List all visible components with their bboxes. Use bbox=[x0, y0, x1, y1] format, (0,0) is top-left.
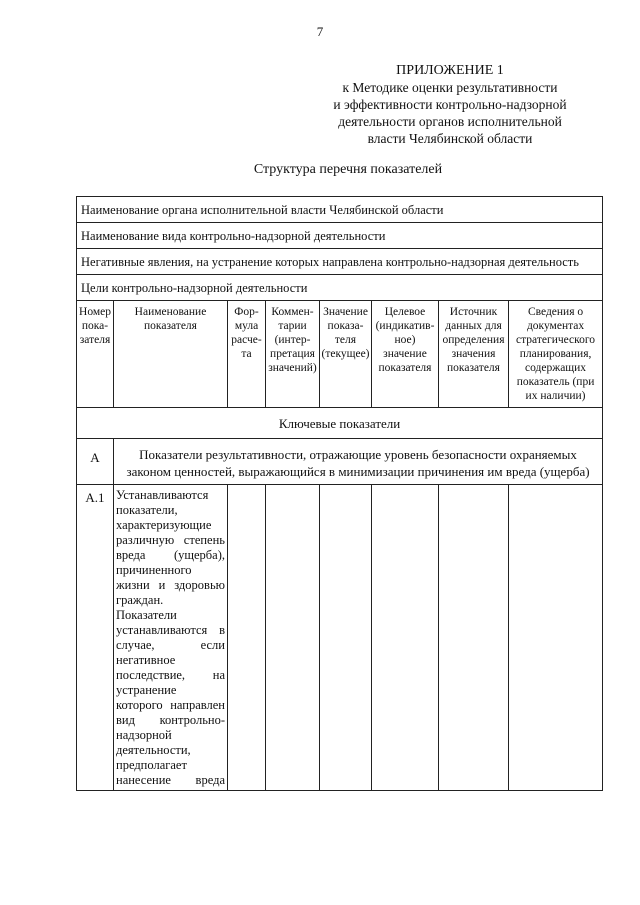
appendix-line: власти Челябинской области bbox=[367, 131, 533, 146]
item-line: Показатели bbox=[116, 608, 177, 622]
item-line: устранение bbox=[116, 683, 177, 697]
appendix-line: и эффективности контрольно-надзорной bbox=[333, 97, 567, 112]
col-header-target: Целевое (индикатив- ное) значение показателя bbox=[372, 301, 439, 408]
key-indicators-row bbox=[77, 408, 603, 439]
item-line: деятельности, bbox=[116, 743, 191, 757]
item-line: нанесение вреда bbox=[116, 773, 225, 787]
item-line: последствие, на bbox=[116, 668, 225, 682]
appendix-title: ПРИЛОЖЕНИЕ 1 bbox=[396, 63, 504, 78]
item-line: различную степень bbox=[116, 533, 225, 547]
item-line: вреда (ущерба), bbox=[116, 548, 225, 562]
item-description bbox=[114, 485, 228, 791]
item-line: показатели, bbox=[116, 503, 178, 517]
goals-cell: Цели контрольно-надзорной деятельности bbox=[77, 275, 603, 301]
item-line: характеризующие bbox=[116, 518, 212, 532]
column-header-row bbox=[77, 301, 603, 408]
item-line: Устанавливаются bbox=[116, 488, 209, 502]
item-line: предполагает bbox=[116, 758, 187, 772]
item-value-cell bbox=[320, 485, 372, 791]
section-code: А bbox=[77, 439, 114, 485]
item-formula-cell bbox=[228, 485, 266, 791]
item-code: А.1 bbox=[77, 485, 114, 791]
activity-type-row bbox=[77, 223, 603, 249]
item-line: которого направлен bbox=[116, 698, 225, 712]
item-row bbox=[77, 485, 603, 791]
col-header-source: Источник данных для определения значения показателя bbox=[439, 301, 509, 408]
item-line: причиненного bbox=[116, 563, 192, 577]
appendix-line: деятельности органов исполнительной bbox=[338, 114, 562, 129]
item-target-cell bbox=[372, 485, 439, 791]
page-number: 7 bbox=[316, 24, 324, 39]
organ-row bbox=[77, 197, 603, 223]
organ-cell: Наименование органа исполнительной власти Челябинской области bbox=[77, 197, 603, 223]
key-indicators-cell: Ключевые показатели bbox=[77, 408, 603, 439]
item-line: случае, если bbox=[116, 638, 225, 652]
appendix-block bbox=[300, 62, 600, 147]
activity-type-cell: Наименование вида контрольно-надзорной деятельности bbox=[77, 223, 603, 249]
item-line: негативное bbox=[116, 653, 176, 667]
item-line: устанавливаются в bbox=[116, 623, 225, 637]
negative-cell: Негативные явления, на устранение которых направлена контрольно-надзорная деятельность bbox=[77, 249, 603, 275]
col-header-formula: Фор- мула расче- та bbox=[228, 301, 266, 408]
item-line: жизни и здоровью bbox=[116, 578, 225, 592]
negative-row bbox=[77, 249, 603, 275]
item-line: граждан. bbox=[116, 593, 164, 607]
section-row bbox=[77, 439, 603, 485]
col-header-value: Значение показа- теля (текущее) bbox=[320, 301, 372, 408]
item-source-cell bbox=[439, 485, 509, 791]
col-header-name: Наименование показателя bbox=[114, 301, 228, 408]
col-header-docs: Сведения о документах стратегического планирования, содержащих показатель (при их наличии) bbox=[509, 301, 603, 408]
item-comments-cell bbox=[266, 485, 320, 791]
structure-title: Структура перечня показателей bbox=[253, 162, 443, 177]
col-header-number: Номер пока- зателя bbox=[77, 301, 114, 408]
goals-row bbox=[77, 275, 603, 301]
item-line: надзорной bbox=[116, 728, 172, 742]
appendix-line: к Методике оценки результативности bbox=[342, 80, 558, 95]
section-text: Показатели результативности, отражающие уровень безопасности охраняемых законом ценностей, выражающийся в минимизации причинения им вреда (ущерба) bbox=[114, 439, 603, 485]
col-header-comments: Коммен- тарии (интер- претация значений) bbox=[266, 301, 320, 408]
item-docs-cell bbox=[509, 485, 603, 791]
item-line: вид контрольно- bbox=[116, 713, 225, 727]
indicators-table bbox=[76, 196, 603, 791]
